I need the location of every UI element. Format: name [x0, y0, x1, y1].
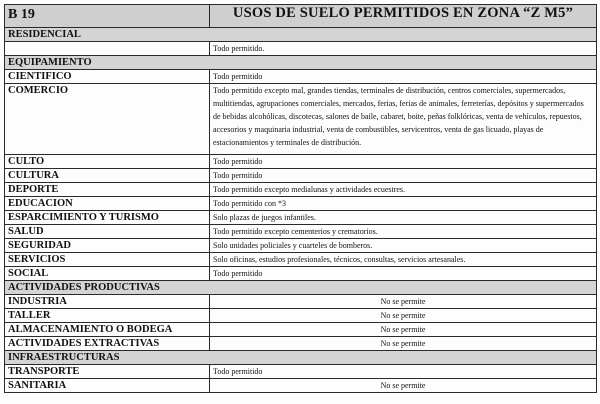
- table-row: [5, 225, 597, 239]
- use-permission: Todo permitido con *3: [210, 197, 597, 211]
- table-row: [5, 70, 597, 84]
- section-title: ACTIVIDADES PRODUCTIVAS: [5, 281, 597, 295]
- use-permission: No se permite: [210, 309, 597, 323]
- table-row: [5, 239, 597, 253]
- use-label: INDUSTRIA: [5, 295, 210, 309]
- use-label: ACTIVIDADES EXTRACTIVAS: [5, 337, 210, 351]
- section-title: EQUIPAMIENTO: [5, 56, 597, 70]
- use-label: SERVICIOS: [5, 253, 210, 267]
- table-row: [5, 169, 597, 183]
- use-permission: Todo permitido: [210, 155, 597, 169]
- use-permission: Todo permitido: [210, 267, 597, 281]
- use-label: DEPORTE: [5, 183, 210, 197]
- use-permission: Todo permitido excepto medialunas y actividades ecuestres.: [210, 183, 597, 197]
- table-row: [5, 42, 597, 56]
- use-label: CULTURA: [5, 169, 210, 183]
- use-permission: Todo permitido excepto cementerios y crematorios.: [210, 225, 597, 239]
- use-label: CIENTIFICO: [5, 70, 210, 84]
- table-title: USOS DE SUELO PERMITIDOS EN ZONA “Z M5”: [210, 5, 597, 28]
- use-permission: Solo plazas de juegos infantiles.: [210, 211, 597, 225]
- table-row: [5, 155, 597, 169]
- use-label: TRANSPORTE: [5, 365, 210, 379]
- use-permission: Solo oficinas, estudios profesionales, técnicos, consultas, servicios artesanales.: [210, 253, 597, 267]
- table-row: [5, 365, 597, 379]
- table-row: [5, 211, 597, 225]
- use-permission: Solo unidades policiales y cuarteles de bomberos.: [210, 239, 597, 253]
- use-label: TALLER: [5, 309, 210, 323]
- use-label: ALMACENAMIENTO O BODEGA: [5, 323, 210, 337]
- use-label: SEGURIDAD: [5, 239, 210, 253]
- use-label: [5, 42, 210, 56]
- table-row: [5, 379, 597, 393]
- use-permission: No se permite: [210, 323, 597, 337]
- use-permission: No se permite: [210, 337, 597, 351]
- table-row: [5, 267, 597, 281]
- table-row: [5, 197, 597, 211]
- use-permission: Todo permitido: [210, 70, 597, 84]
- section-title: INFRAESTRUCTURAS: [5, 351, 597, 365]
- use-label: SOCIAL: [5, 267, 210, 281]
- use-permission: Todo permitido: [210, 365, 597, 379]
- table-row: [5, 337, 597, 351]
- table-code: B 19: [8, 7, 35, 22]
- table-row: [5, 84, 597, 155]
- use-label: ESPARCIMIENTO Y TURISMO: [5, 211, 210, 225]
- table-row: [5, 323, 597, 337]
- land-use-table: [4, 4, 597, 393]
- use-label: CULTO: [5, 155, 210, 169]
- section-header: [5, 281, 597, 295]
- table-row: [5, 309, 597, 323]
- use-label: EDUCACION: [5, 197, 210, 211]
- table-row: [5, 183, 597, 197]
- table-code-cell: [5, 5, 210, 28]
- section-header: [5, 351, 597, 365]
- use-permission: Todo permitido: [210, 169, 597, 183]
- table-row: [5, 253, 597, 267]
- use-label: SANITARIA: [5, 379, 210, 393]
- section-header: [5, 28, 597, 42]
- title-row: [5, 5, 597, 28]
- section-title: RESIDENCIAL: [5, 28, 597, 42]
- section-header: [5, 56, 597, 70]
- use-permission: Todo permitido excepto mal, grandes tiendas, terminales de distribución, centros comerciales, supermercados, multitiendas, agrupaciones comerciales, mercados, ferias, ferias de animales, ferreterías, depósitos y supermercados de bebidas alcohólicas, discotecas, salones de baile, cabaret, boite, peñas folklóricas, venta de vehículos, repuestos, accesorios y maquinaria industrial, venta de combustibles, servicentros, venta de gas licuado, playas de estacionamientos y terminales de distribución.: [210, 84, 597, 155]
- use-permission: Todo permitido.: [210, 42, 597, 56]
- use-permission: No se permite: [210, 379, 597, 393]
- use-permission: No se permite: [210, 295, 597, 309]
- use-label: COMERCIO: [5, 84, 210, 155]
- use-label: SALUD: [5, 225, 210, 239]
- table-row: [5, 295, 597, 309]
